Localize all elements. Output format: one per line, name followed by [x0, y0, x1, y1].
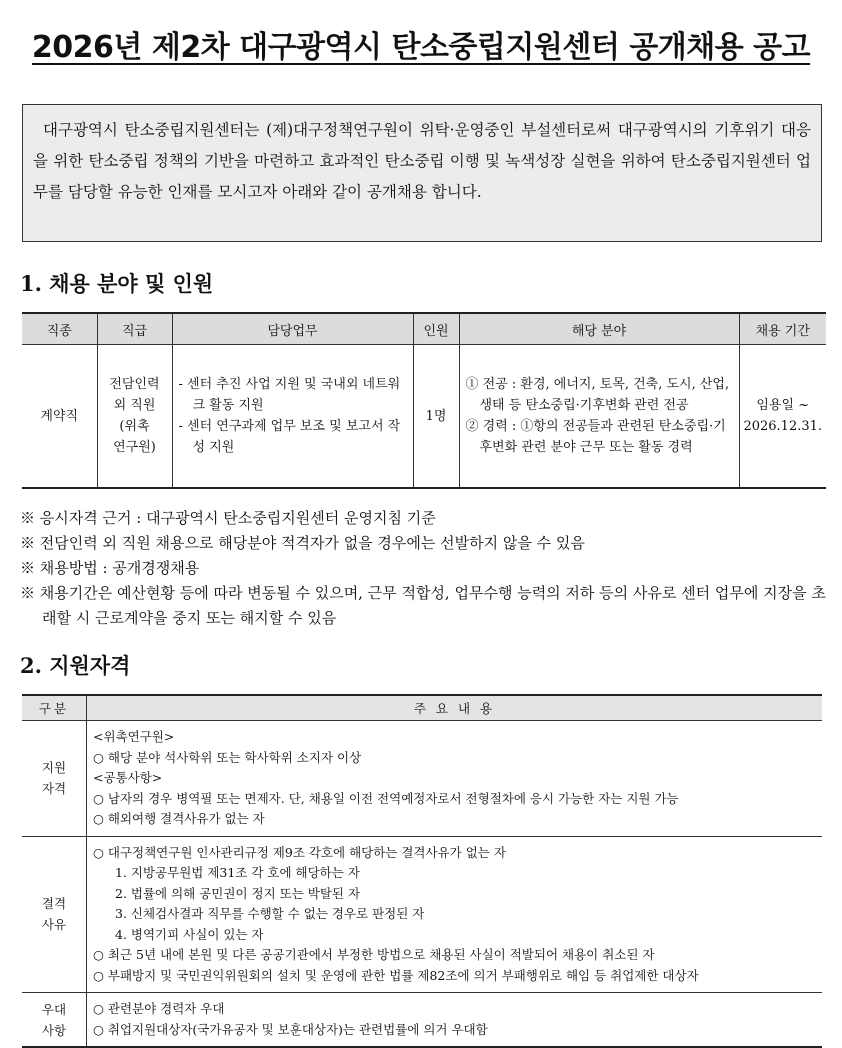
cell-job-type: 계약직 [22, 345, 97, 489]
category-cell [22, 836, 87, 993]
content-cell [87, 836, 823, 993]
content-line: ○ 해당 분야 석사학위 또는 학사학위 소지자 이상 [93, 749, 362, 765]
content-line: ○ 남자의 경우 병역필 또는 면제자. 단, 채용일 이전 전역예정자로서 전형절차에 응시 가능한 자는 지원 가능 [93, 790, 679, 806]
note-item: ※ 응시자격 근거 : 대구광역시 탄소중립지원센터 운영지침 기준 [20, 509, 436, 527]
header-category: 구분 [22, 695, 87, 721]
qualification-table [22, 694, 822, 1048]
content-line: ○ 대구정책연구원 인사관리규정 제9조 각호에 해당하는 결격사유가 없는 자 [93, 844, 506, 860]
header-duties: 담당업무 [172, 313, 413, 345]
header-rank: 직급 [97, 313, 172, 345]
rank-line: 전담인력 [109, 377, 160, 392]
content-line: 3. 신체검사결과 직무를 수행할 수 없는 경우로 판정된 자 [115, 906, 425, 921]
content-cell [87, 993, 823, 1048]
rank-line: 연구원) [113, 440, 156, 455]
duty-item: - 센터 연구과제 업무 보조 및 보고서 작성 지원 [178, 419, 401, 455]
note-item: ※ 전담인력 외 직원 채용으로 해당분야 적격자가 없을 경우에는 선발하지 않을 수 있음 [20, 534, 585, 552]
content-line: 4. 병역기피 사실이 있는 자 [115, 926, 264, 942]
content-line: ○ 취업지원대상자(국가유공자 및 보훈대상자)는 관련법률에 의거 우대함 [93, 1021, 488, 1037]
table-header-row [22, 313, 826, 345]
category-cell [22, 721, 87, 837]
category-cell [22, 993, 87, 1048]
period-line: 임용일 ~ [756, 398, 810, 413]
content-line: <공통사항> [93, 770, 163, 785]
note-item: ※ 채용기간은 예산현황 등에 따라 변동될 수 있으며, 근무 적합성, 업무수행 능력의 저하 등의 사유로 센터 업무에 지장을 초래할 시 근로계약을 중지 또는 해지할 수 있음 [20, 584, 826, 627]
content-line: 2. 법률에 의해 공민권이 정지 또는 박탈된 자 [115, 885, 361, 901]
recruitment-table [22, 312, 826, 489]
field-item: ② 경력 : ①항의 전공들과 관련된 탄소중립·기후변화 관련 분야 근무 또는 활동 경력 [465, 419, 726, 455]
header-field: 해당 분야 [459, 313, 739, 345]
note-item: ※ 채용방법 : 공개경쟁채용 [20, 559, 200, 577]
header-count: 인원 [413, 313, 459, 345]
content-cell [87, 721, 823, 837]
category-line: 사유 [41, 917, 67, 933]
rank-line: (위촉 [119, 419, 150, 434]
table-row [22, 836, 822, 993]
content-line: ○ 부패방지 및 국민권익위원회의 설치 및 운영에 관한 법률 제82조에 의거 부패행위로 해임 등 취업제한 대상자 [93, 967, 699, 983]
category-line: 우대 [41, 1001, 67, 1017]
header-period: 채용 기간 [739, 313, 826, 345]
cell-duties [172, 345, 413, 489]
cell-count: 1명 [413, 345, 459, 489]
table-row [22, 721, 822, 837]
cell-field [459, 345, 739, 489]
period-line: 2026.12.31. [743, 419, 823, 434]
section-heading-qualification: 2. 지원자격 [20, 653, 131, 678]
rank-line: 외 직원 [113, 398, 156, 413]
intro-box: 대구광역시 탄소중립지원센터는 (제)대구정책연구원이 위탁·운영중인 부설센터로써 대구광역시의 기후위기 대응을 위한 탄소중립 정책의 기반을 마련하고 효과적인 탄소중립 이행 및 녹색성장 실현을 위하여 탄소중립지원센터 업무를 담당할 유능한 인재를 모시고자 아래와 같이 공개채용 합니다. [22, 104, 822, 242]
cell-rank [97, 345, 172, 489]
table-header-row [22, 695, 822, 721]
content-line: ○ 최근 5년 내에 본원 및 다른 공공기관에서 부정한 방법으로 채용된 사실이 적발되어 채용이 취소된 자 [93, 947, 655, 962]
cell-period [739, 345, 826, 489]
table-row [22, 345, 826, 489]
field-item: ① 전공 : 환경, 에너지, 토목, 건축, 도시, 산업, 생태 등 탄소중립·기후변화 관련 전공 [465, 377, 730, 413]
content-line: 1. 지방공무원법 제31조 각 호에 해당하는 자 [115, 865, 360, 880]
table-row [22, 993, 822, 1048]
header-content: 주 요 내 용 [87, 695, 823, 721]
category-line: 결격 [41, 896, 67, 912]
page-title: 2026년 제2차 대구광역시 탄소중립지원센터 공개채용 공고 [31, 30, 811, 65]
category-line: 사항 [41, 1022, 67, 1038]
content-line: ○ 관련분야 경력자 우대 [93, 1001, 225, 1016]
header-job-type: 직종 [22, 313, 97, 345]
category-line: 자격 [41, 781, 67, 797]
duty-item: - 센터 추진 사업 지원 및 국내외 네트워크 활동 지원 [178, 377, 401, 413]
content-line: <위촉연구원> [93, 729, 175, 744]
content-line: ○ 해외여행 결격사유가 없는 자 [93, 811, 265, 826]
section-heading-recruitment: 1. 채용 분야 및 인원 [20, 271, 214, 296]
notes-list [20, 506, 826, 631]
category-line: 지원 [41, 760, 67, 776]
